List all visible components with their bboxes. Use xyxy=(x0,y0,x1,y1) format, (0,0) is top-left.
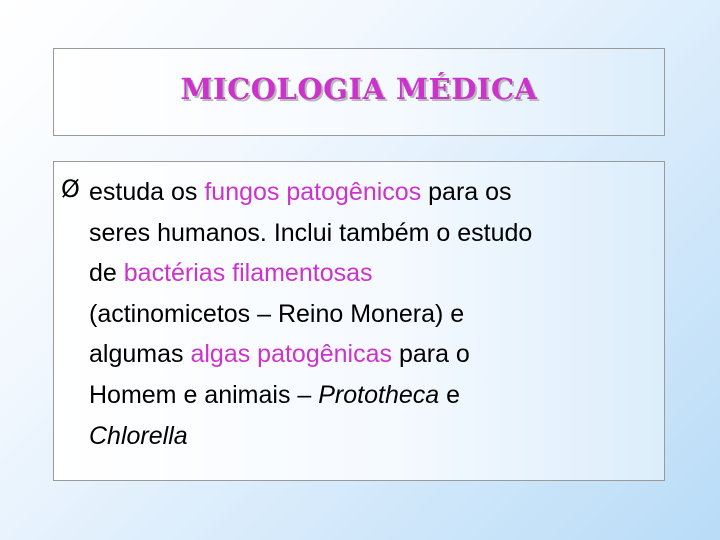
text-run: e xyxy=(439,380,461,409)
text-run: seres humanos. Inclui também o estudo xyxy=(89,218,533,247)
text-run: de xyxy=(89,259,124,288)
content-box xyxy=(53,161,665,481)
text-run: estuda os xyxy=(89,178,205,206)
highlighted-term: fungos patogênicos xyxy=(204,178,422,206)
text-run: algumas xyxy=(89,340,191,369)
text-run: (actinomicetos – Reino Monera) e xyxy=(89,299,465,328)
title-box xyxy=(53,48,665,136)
text-run: para os xyxy=(421,178,512,206)
bullet-paragraph xyxy=(89,172,664,456)
text-run: para o xyxy=(392,340,470,369)
slide-title: MICOLOGIA MÉDICA xyxy=(180,72,538,106)
text-run: Homem e animais – xyxy=(89,380,319,409)
highlighted-term: bactérias filamentosas xyxy=(123,259,373,288)
arrow-bullet-icon: Ø xyxy=(61,175,80,203)
italic-term: Chlorella xyxy=(89,421,188,450)
italic-term: Prototheca xyxy=(318,380,440,409)
highlighted-term: algas patogênicas xyxy=(190,340,392,369)
